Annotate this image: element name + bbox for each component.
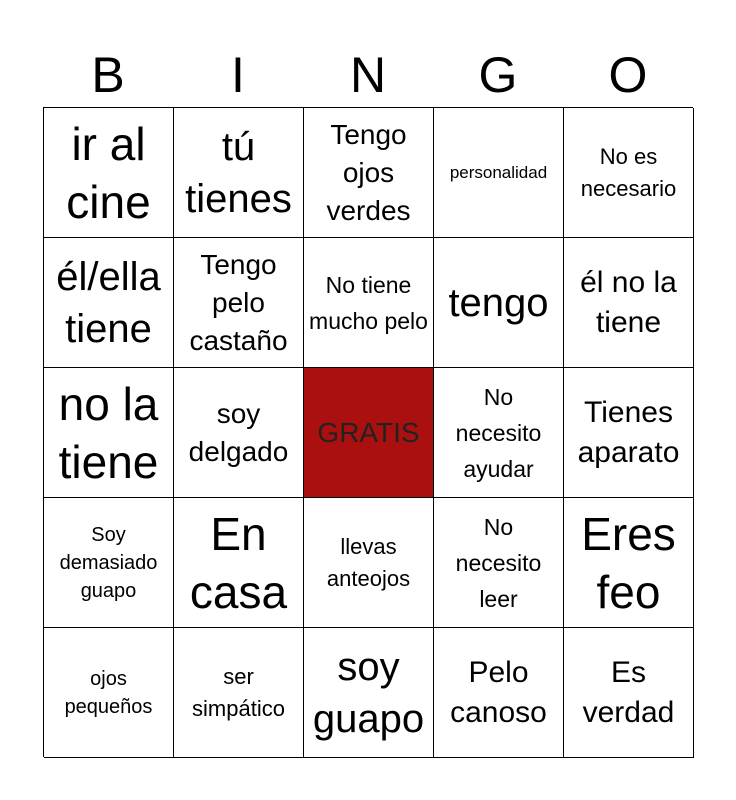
cell-label: soy delgado bbox=[188, 397, 289, 467]
bingo-cell-r5c3[interactable] bbox=[304, 628, 434, 758]
bingo-cell-r4c4[interactable] bbox=[434, 498, 564, 628]
cell-label: tú tienes bbox=[185, 124, 292, 221]
cell-label: No necesito leer bbox=[455, 513, 542, 612]
cell-label: tengo bbox=[448, 280, 549, 325]
bingo-cell-r1c3[interactable] bbox=[304, 108, 434, 238]
bingo-cell-r1c1[interactable] bbox=[44, 108, 174, 238]
bingo-cell-r4c1[interactable] bbox=[44, 498, 174, 628]
cell-label: No tiene mucho pelo bbox=[309, 271, 428, 334]
cell-label: él no la tiene bbox=[580, 265, 677, 339]
bingo-cell-r5c4[interactable] bbox=[434, 628, 564, 758]
cell-label: Tengo ojos verdes bbox=[326, 118, 411, 226]
bingo-cell-r2c1[interactable] bbox=[44, 238, 174, 368]
cell-label: ser simpático bbox=[192, 663, 285, 721]
bingo-cell-r5c1[interactable] bbox=[44, 628, 174, 758]
bingo-cell-r2c4[interactable] bbox=[434, 238, 564, 368]
bingo-cell-r1c4[interactable] bbox=[434, 108, 564, 238]
cell-label: Tienes aparato bbox=[577, 395, 680, 469]
cell-label: llevas anteojos bbox=[326, 533, 411, 591]
cell-label: Pelo canoso bbox=[450, 655, 547, 729]
cell-label: Tengo pelo castaño bbox=[189, 248, 288, 356]
bingo-cell-r4c3[interactable] bbox=[304, 498, 434, 628]
free-space-label: GRATIS bbox=[317, 416, 420, 448]
bingo-cell-r3c5[interactable] bbox=[564, 368, 694, 498]
bingo-cell-r4c2[interactable] bbox=[174, 498, 304, 628]
header-letter-i: I bbox=[231, 47, 245, 103]
cell-label: personalidad bbox=[449, 162, 548, 182]
cell-label: No necesito ayudar bbox=[455, 383, 542, 482]
free-space-cell[interactable] bbox=[304, 368, 434, 498]
bingo-header bbox=[43, 44, 693, 106]
header-letter-o: O bbox=[608, 47, 648, 103]
cell-label: soy guapo bbox=[312, 644, 425, 741]
header-letter-b: B bbox=[91, 47, 125, 103]
bingo-card-grid bbox=[43, 107, 693, 757]
header-letter-n: N bbox=[349, 47, 387, 103]
cell-label: Es verdad bbox=[582, 655, 675, 729]
bingo-cell-r2c3[interactable] bbox=[304, 238, 434, 368]
bingo-cell-r3c4[interactable] bbox=[434, 368, 564, 498]
bingo-cell-r2c5[interactable] bbox=[564, 238, 694, 368]
cell-label: Soy demasiado guapo bbox=[59, 523, 158, 602]
bingo-cell-r1c5[interactable] bbox=[564, 108, 694, 238]
bingo-cell-r1c2[interactable] bbox=[174, 108, 304, 238]
bingo-cell-r5c5[interactable] bbox=[564, 628, 694, 758]
bingo-cell-r2c2[interactable] bbox=[174, 238, 304, 368]
bingo-cell-r5c2[interactable] bbox=[174, 628, 304, 758]
bingo-cell-r3c1[interactable] bbox=[44, 368, 174, 498]
cell-label: él/ella tiene bbox=[56, 254, 161, 351]
header-letter-g: G bbox=[478, 47, 518, 103]
cell-label: Eres feo bbox=[581, 507, 676, 618]
cell-label: No es necesario bbox=[580, 143, 677, 201]
cell-label: ojos pequeños bbox=[64, 667, 153, 718]
cell-label: no la tiene bbox=[58, 377, 159, 488]
bingo-cell-r3c2[interactable] bbox=[174, 368, 304, 498]
cell-label: En casa bbox=[189, 507, 288, 618]
cell-label: ir al cine bbox=[66, 117, 151, 228]
bingo-cell-r4c5[interactable] bbox=[564, 498, 694, 628]
